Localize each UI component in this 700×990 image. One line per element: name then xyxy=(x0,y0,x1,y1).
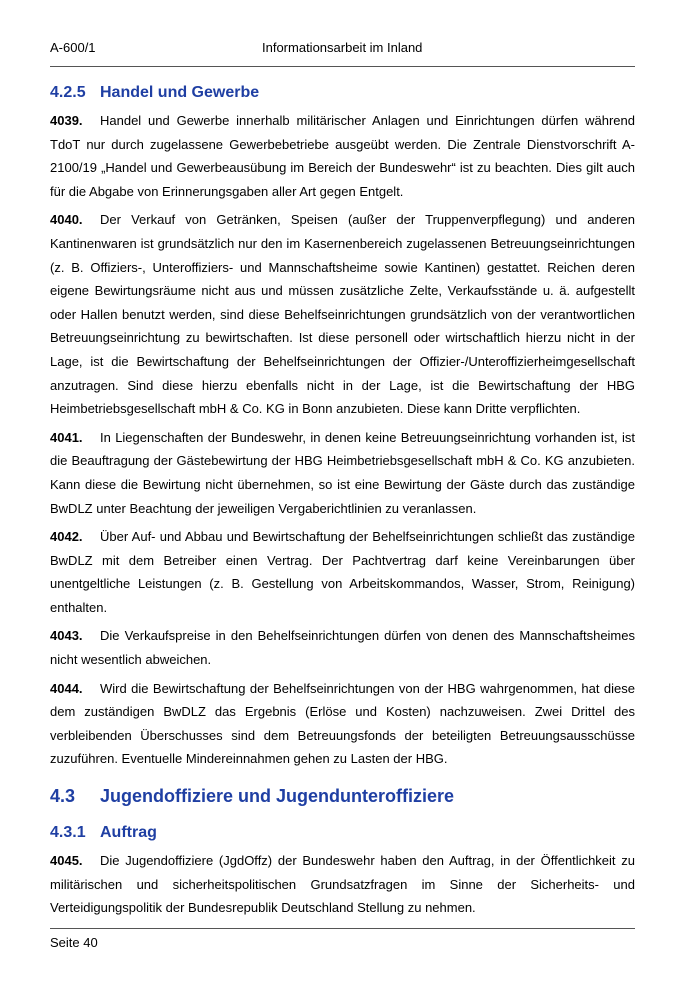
paragraph-number: 4042. xyxy=(50,529,83,545)
page-header xyxy=(50,40,635,67)
section-title: Auftrag xyxy=(100,824,157,842)
paragraph-text: Wird die Bewirtschaftung der Behelfseinrichtungen von der HBG wahrgenommen, hat diese dem zuständigen BwDLZ das Ergebnis (Erlöse und Kosten) nachzuweisen. Zwei Drittel des verbleibenden Überschusses sind dem Betreuungsfonds der beteiligten Betreuungsausschüsse zuzuführen. Eventuelle Mindereinnahmen gehen zu Lasten der HBG. xyxy=(50,680,635,767)
paragraph-number: 4045. xyxy=(50,853,83,869)
paragraph-4042 xyxy=(50,525,635,619)
section-title: Handel und Gewerbe xyxy=(100,84,260,101)
paragraph-number: 4043. xyxy=(50,628,83,644)
header-title: Informationsarbeit im Inland xyxy=(262,40,423,55)
paragraph-number: 4039. xyxy=(50,113,83,128)
section-number: 4.2.5 xyxy=(50,84,86,101)
paragraph-number: 4044. xyxy=(50,680,83,696)
paragraph-text: Über Auf- und Abbau und Bewirtschaftung der Behelfseinrichtungen schließt das zuständige BwDLZ mit dem Betreiber einen Vertrag. Der Pachtvertrag darf keine Vereinbarungen über unentgeltliche Leistungen (z. B. Gestellung von Arbeitskommandos, Wasser, Strom, Reinigung) enthalten. xyxy=(50,529,635,615)
paragraph-4040 xyxy=(50,208,635,420)
paragraph-number: 4040. xyxy=(50,212,83,228)
section-heading-4-2-5 xyxy=(50,83,635,109)
section-heading-4-3 xyxy=(50,785,635,823)
page-content xyxy=(50,82,635,925)
paragraph-text: Handel und Gewerbe innerhalb militärischer Anlagen und Einrichtungen dürfen während TdoT nur durch zugelassene Gewerbebetriebe ausgeübt werden. Die Zentrale Dienstvorschrift A-2100/19 „Handel und Gewerbeausübung im Bereich der Bundeswehr“ ist zu beachten. Dies gilt auch für die Abgabe von Erinnerungsgaben aller Art gegen Entgelt. xyxy=(50,113,635,199)
paragraph-4043 xyxy=(50,624,635,671)
document-id: A-600/1 xyxy=(50,40,96,55)
paragraph-text: Die Verkaufspreise in den Behelfseinrichtungen dürfen von denen des Mannschaftsheimes nicht wesentlich abweichen. xyxy=(50,628,635,668)
page-number: Seite 40 xyxy=(50,935,98,950)
section-title: Jugendoffiziere und Jugendunteroffiziere xyxy=(100,786,455,807)
paragraph-4041 xyxy=(50,426,635,520)
paragraph-text: Der Verkauf von Getränken, Speisen (außer der Truppenverpflegung) und anderen Kantinenwaren ist grundsätzlich nur den im Kasernenbereich zugelassenen Betreuungseinrichtungen (z. B. Offiziers-, Unteroffiziers- und Mannschaftsheime sowie Kantinen) gestattet. Reichen deren eigene Bewirtungsräume nicht aus und müssen zusätzliche Zelte, Verkaufsstände u. ä. aufgestellt oder Hallen benutzt werden, sind diese Behelfseinrichtungen grundsätzlich von der verantwortlichen Betreuungseinrichtung zu bewirtschaften. Ist diese personell oder wirtschaftlich hierzu nicht in der Lage, ist die Bewirtschaftung der Behelfseinrichtungen der Offizier-/Unteroffizierheimgesellschaft anzutragen. Sind diese hierzu ebenfalls nicht in der Lage, ist die Bewirtschaftung der HBG Heimbetriebsgesellschaft mbH & Co. KG in Bonn anzubieten. Diese kann Dritte verpflichten. xyxy=(50,212,635,417)
section-heading-4-3-1 xyxy=(50,823,635,849)
section-number: 4.3 xyxy=(50,786,76,807)
paragraph-text: In Liegenschaften der Bundeswehr, in denen keine Betreuungseinrichtung vorhanden ist, ist die Beauftragung der Gästebewirtung der HBG Heimbetriebsgesellschaft mbH & Co. KG anzubieten. Kann diese die Bewirtung nicht übernehmen, so ist eine Bewirtung der Gäste durch das zuständige BwDLZ unter Beachtung der jeweiligen Vergaberichtlinien zu veranlassen. xyxy=(50,429,635,516)
paragraph-4045 xyxy=(50,849,635,920)
paragraph-4044 xyxy=(50,677,635,771)
page-footer xyxy=(50,928,635,950)
section-number: 4.3.1 xyxy=(50,824,86,842)
paragraph-4039 xyxy=(50,109,635,203)
paragraph-number: 4041. xyxy=(50,429,83,445)
paragraph-text: Die Jugendoffiziere (JgdOffz) der Bundeswehr haben den Auftrag, in der Öffentlichkeit zu militärischen und sicherheitspolitischen Grundsatzfragen im Sinne der Sicherheits- und Verteidigungspolitik der Bundesrepublik Deutschland Stellung zu nehmen. xyxy=(50,853,635,916)
